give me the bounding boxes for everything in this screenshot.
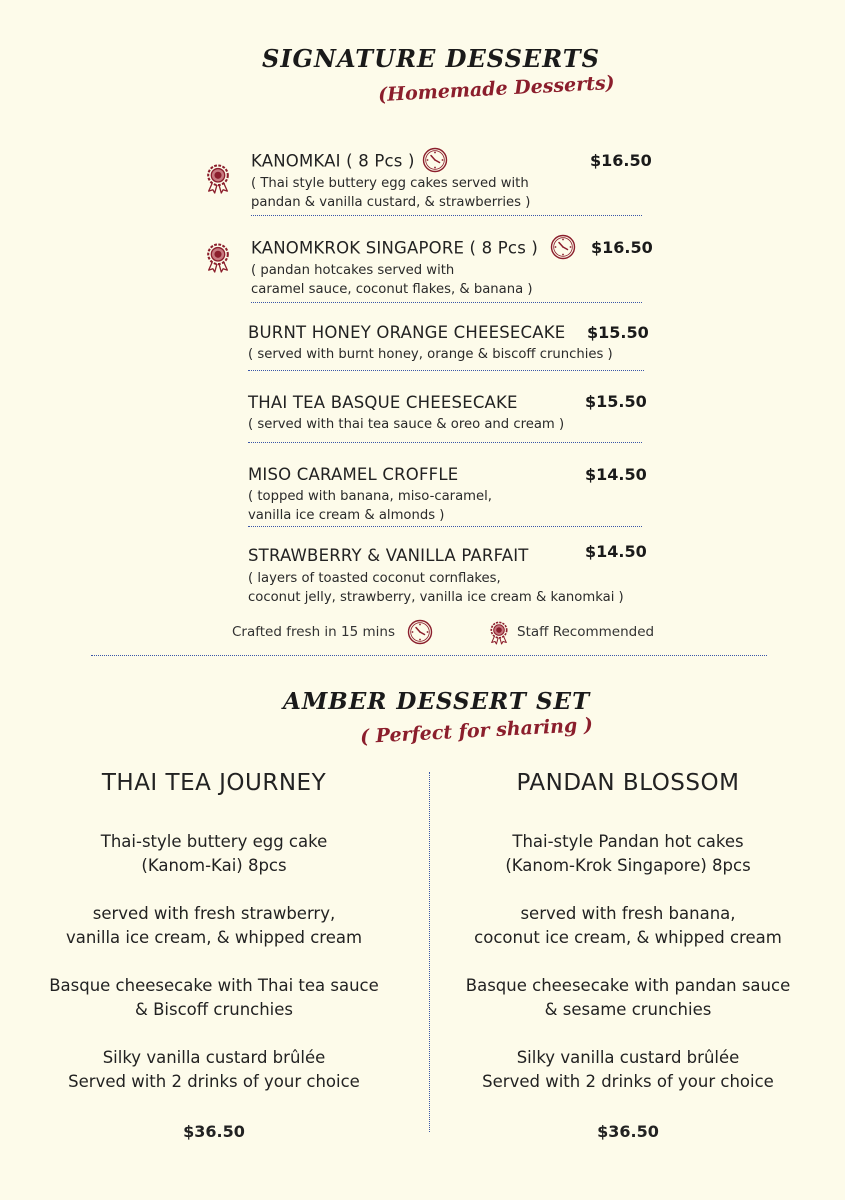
menu-item-price: $15.50 <box>587 323 649 342</box>
menu-item-price: $16.50 <box>591 238 653 257</box>
divider <box>248 442 642 443</box>
menu-item-description: vanilla ice cream & almonds ) <box>248 508 445 523</box>
menu-item-name: KANOMKAI ( 8 Pcs ) <box>251 151 448 173</box>
set-line: Thai-style Pandan hot cakes <box>512 832 744 851</box>
set-line: served with fresh strawberry, <box>92 904 336 923</box>
page-title: SIGNATURE DESSERTS <box>262 44 600 73</box>
legend-staff-recommended: Staff Recommended <box>517 624 655 640</box>
menu-item-description: ( pandan hotcakes served with <box>251 263 455 278</box>
divider <box>251 215 642 216</box>
menu-item-description: coconut jelly, strawberry, vanilla ice cream & kanomkai ) <box>248 590 624 605</box>
menu-item-name: STRAWBERRY & VANILLA PARFAIT <box>248 546 529 565</box>
clock-icon <box>422 147 448 173</box>
staff-recommended-badge-icon <box>488 621 510 645</box>
set-card-pandan-blossom <box>430 770 826 1141</box>
set-line: Thai-style buttery egg cake <box>100 832 328 851</box>
set-section-title: AMBER DESSERT SET <box>283 688 591 715</box>
menu-item-name: MISO CARAMEL CROFFLE <box>248 465 459 484</box>
divider <box>248 370 644 371</box>
set-title: THAI TEA JOURNEY <box>101 770 327 796</box>
set-line: & sesame crunchies <box>544 1000 712 1019</box>
clock-icon <box>550 234 576 260</box>
menu-item-name: KANOMKROK SINGAPORE ( 8 Pcs ) <box>251 238 576 260</box>
set-line: Silky vanilla custard brûlée <box>102 1048 326 1067</box>
menu-item-description: caramel sauce, coconut flakes, & banana ) <box>251 282 533 297</box>
staff-recommended-badge-icon <box>204 243 232 273</box>
set-line: & Biscoff crunchies <box>134 1000 294 1019</box>
menu-item-price: $16.50 <box>590 151 652 170</box>
menu-item-description: ( Thai style buttery egg cakes served with <box>251 176 529 191</box>
set-section-subtitle: ( Perfect for sharing ) <box>359 713 594 749</box>
set-line: served with fresh banana, <box>520 904 736 923</box>
section-divider <box>91 655 767 656</box>
set-line: (Kanom-Krok Singapore) 8pcs <box>505 856 751 875</box>
page-subtitle: (Homemade Desserts) <box>377 71 616 107</box>
menu-item-price: $14.50 <box>585 542 647 561</box>
set-line: Basque cheesecake with Thai tea sauce <box>49 976 379 995</box>
set-line: Served with 2 drinks of your choice <box>68 1072 360 1091</box>
set-price: $36.50 <box>597 1122 659 1141</box>
set-price: $36.50 <box>183 1122 245 1141</box>
divider <box>248 526 642 527</box>
menu-item-description: ( topped with banana, miso-caramel, <box>248 489 492 504</box>
menu-item-name: BURNT HONEY ORANGE CHEESECAKE <box>248 323 566 342</box>
menu-item-description: ( served with thai tea sauce & oreo and cream ) <box>248 417 565 432</box>
set-line: coconut ice cream, & whipped cream <box>474 928 782 947</box>
menu-item-price: $15.50 <box>585 392 647 411</box>
set-line: Basque cheesecake with pandan sauce <box>465 976 791 995</box>
set-line: (Kanom-Kai) 8pcs <box>141 856 287 875</box>
clock-icon <box>407 619 433 645</box>
set-line: vanilla ice cream, & whipped cream <box>65 928 363 947</box>
staff-recommended-badge-icon <box>204 164 232 194</box>
legend-crafted-fresh: Crafted fresh in 15 mins <box>232 624 395 640</box>
menu-item-description: ( layers of toasted coconut cornflakes, <box>248 571 501 586</box>
menu-item-price: $14.50 <box>585 465 647 484</box>
menu-item-description: ( served with burnt honey, orange & biscoff crunchies ) <box>248 347 613 362</box>
menu-item-name: THAI TEA BASQUE CHEESECAKE <box>248 393 518 412</box>
divider <box>251 302 642 303</box>
menu-item-description: pandan & vanilla custard, & strawberries ) <box>251 195 531 210</box>
set-line: Served with 2 drinks of your choice <box>482 1072 774 1091</box>
set-line: Silky vanilla custard brûlée <box>516 1048 740 1067</box>
set-title: PANDAN BLOSSOM <box>516 770 740 796</box>
set-card-thai-tea-journey <box>14 770 414 1141</box>
